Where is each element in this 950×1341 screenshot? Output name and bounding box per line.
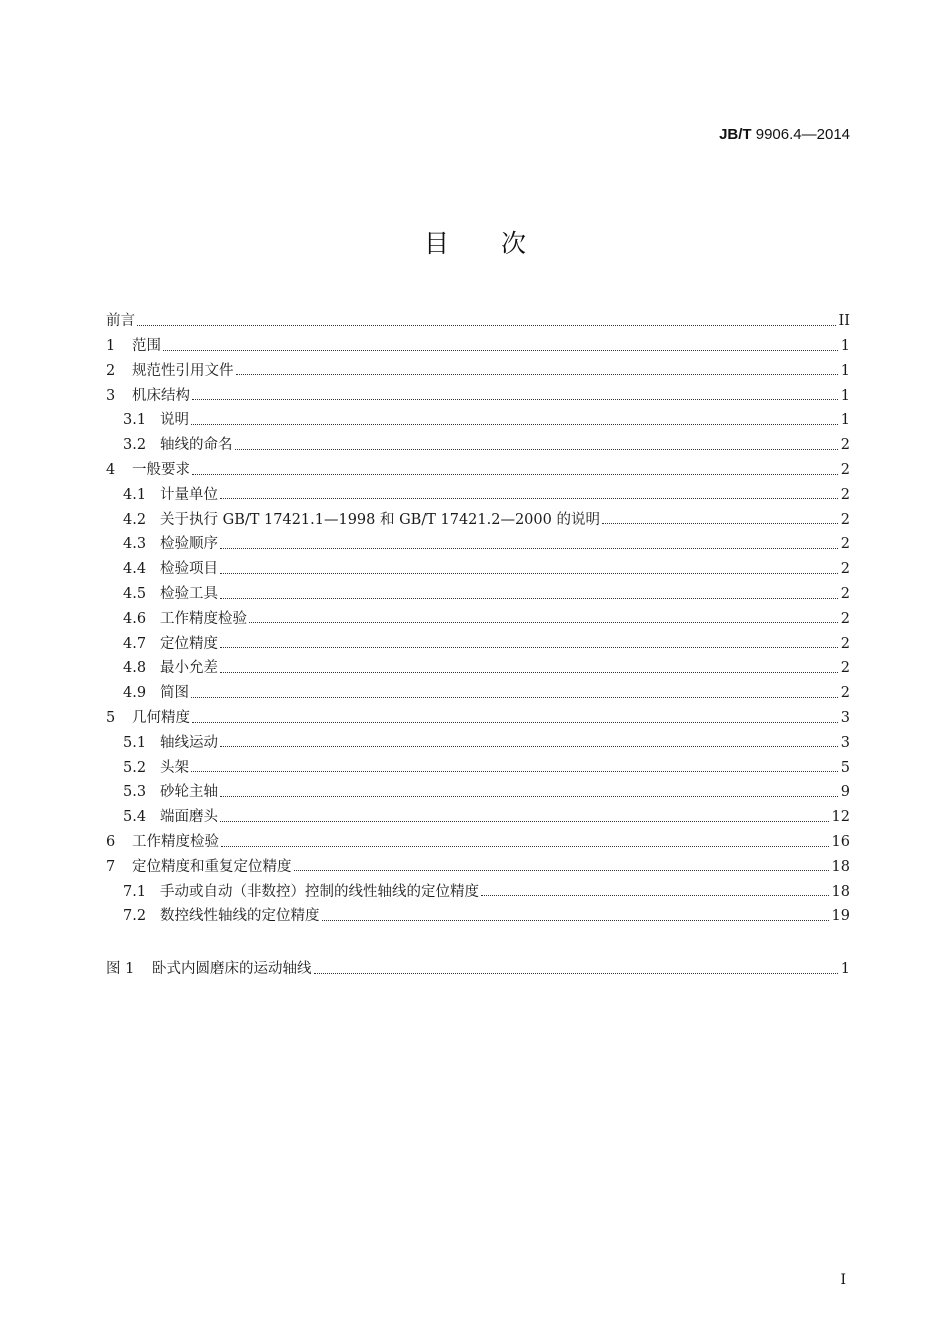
dot-leader	[220, 796, 838, 797]
entry-title: 检验顺序	[160, 536, 218, 553]
entry-title: 轴线的命名	[160, 437, 233, 454]
entry-number: 4.4	[123, 561, 147, 578]
entry-page-number: 2	[840, 660, 850, 677]
toc-entry[interactable]	[106, 304, 850, 329]
entry-number: 7.1	[123, 883, 147, 900]
standard-prefix: JB/T	[719, 126, 752, 143]
entry-number: 6	[106, 834, 116, 851]
table-of-contents	[106, 304, 850, 977]
toc-entry[interactable]	[106, 552, 850, 577]
entry-number: 4.7	[123, 635, 147, 652]
entry-number: 5.3	[123, 784, 147, 801]
entry-title: 端面磨头	[160, 809, 218, 826]
toc-entry[interactable]	[106, 478, 850, 503]
toc-entry[interactable]	[106, 403, 850, 428]
entry-page-number: 1	[840, 387, 850, 404]
dot-leader	[249, 622, 838, 623]
entry-number: 3	[106, 387, 116, 404]
toc-entry[interactable]	[106, 825, 850, 850]
entry-number: 5.4	[123, 809, 147, 826]
entry-title: 检验工具	[160, 586, 218, 603]
dot-leader	[602, 523, 838, 524]
entry-number: 7.2	[123, 908, 147, 925]
dot-leader	[220, 746, 838, 747]
entry-title: 轴线运动	[160, 734, 218, 751]
entry-title: 工作精度检验	[132, 834, 219, 851]
toc-entry[interactable]	[106, 874, 850, 899]
toc-entry[interactable]	[106, 527, 850, 552]
entry-page-number: 2	[840, 610, 850, 627]
toc-entry[interactable]	[106, 899, 850, 924]
entry-title: 计量单位	[160, 486, 218, 503]
dot-leader	[192, 399, 838, 400]
dot-leader	[220, 548, 838, 549]
entry-title: 检验项目	[160, 561, 218, 578]
dot-leader	[220, 647, 838, 648]
dot-leader	[191, 771, 838, 772]
dot-leader	[220, 573, 838, 574]
dot-leader	[220, 598, 838, 599]
entry-title: 数控线性轴线的定位精度	[160, 908, 320, 925]
entry-number: 4.9	[123, 685, 147, 702]
entry-title: 说明	[160, 412, 189, 429]
entry-title: 砂轮主轴	[160, 784, 218, 801]
entry-page-number: 3	[840, 710, 850, 727]
entry-number: 4.5	[123, 586, 147, 603]
toc-entry[interactable]	[106, 775, 850, 800]
entry-page-number: 2	[840, 536, 850, 553]
dot-leader	[220, 672, 838, 673]
dot-leader	[236, 374, 838, 375]
entry-page-number: 9	[840, 784, 850, 801]
entry-page-number: 2	[840, 437, 850, 454]
page-number: I	[840, 1272, 846, 1288]
toc-entry[interactable]	[106, 800, 850, 825]
entry-number: 3.1	[123, 412, 147, 429]
toc-entry[interactable]	[106, 329, 850, 354]
entry-number: 5.1	[123, 734, 147, 751]
figure-entry[interactable]	[106, 952, 850, 977]
entry-number: 4.8	[123, 660, 147, 677]
entry-title: 前言	[106, 313, 135, 330]
entry-title: 一般要求	[132, 462, 190, 479]
entry-page-number: 2	[840, 586, 850, 603]
entry-page-number: 2	[840, 561, 850, 578]
entry-page-number: 2	[840, 462, 850, 479]
entry-page-number: 1	[840, 961, 850, 978]
dot-leader	[481, 895, 829, 896]
entry-page-number: 2	[840, 685, 850, 702]
entry-page-number: 2	[840, 635, 850, 652]
page-title: 目次	[423, 229, 578, 258]
toc-entry[interactable]	[106, 354, 850, 379]
entry-number: 4	[106, 462, 116, 479]
toc-entry[interactable]	[106, 602, 850, 627]
entry-page-number: 16	[831, 834, 850, 851]
entry-number: 4.6	[123, 610, 147, 627]
entry-number: 4.1	[123, 486, 147, 503]
entry-title: 卧式内圆磨床的运动轴线	[152, 961, 312, 978]
toc-entry[interactable]	[106, 577, 850, 602]
dot-leader	[191, 697, 838, 698]
entry-page-number: 3	[840, 734, 850, 751]
toc-entry[interactable]	[106, 453, 850, 478]
entry-title: 范围	[132, 338, 161, 355]
entry-title: 最小允差	[160, 660, 218, 677]
dot-leader	[163, 350, 838, 351]
toc-entry[interactable]	[106, 750, 850, 775]
entry-title: 规范性引用文件	[132, 362, 234, 379]
entry-title: 机床结构	[132, 387, 190, 404]
dot-leader	[137, 325, 836, 326]
entry-number: 7	[106, 858, 116, 875]
entry-page-number: 1	[840, 412, 850, 429]
entry-number: 3.2	[123, 437, 147, 454]
entry-page-number: 18	[831, 883, 850, 900]
toc-entry[interactable]	[106, 502, 850, 527]
entry-page-number: 19	[831, 908, 850, 925]
dot-leader	[191, 424, 838, 425]
toc-entry[interactable]	[106, 850, 850, 875]
entry-number: 5.2	[123, 759, 147, 776]
entry-title: 定位精度	[160, 635, 218, 652]
entry-number: 2	[106, 362, 116, 379]
toc-entry[interactable]	[106, 726, 850, 751]
entry-page-number: 1	[840, 362, 850, 379]
toc-entry[interactable]	[106, 651, 850, 676]
toc-entry[interactable]	[106, 676, 850, 701]
entry-page-number: 2	[840, 486, 850, 503]
entry-page-number: 5	[840, 759, 850, 776]
dot-leader	[314, 973, 838, 974]
toc-entry[interactable]	[106, 378, 850, 403]
entry-page-number: 2	[840, 511, 850, 528]
toc-entry[interactable]	[106, 428, 850, 453]
toc-entry[interactable]	[106, 701, 850, 726]
entry-title: 定位精度和重复定位精度	[132, 858, 292, 875]
dot-leader	[294, 870, 829, 871]
dot-leader	[221, 846, 829, 847]
entry-number: 4.2	[123, 511, 147, 528]
entry-title: 关于执行 GB/T 17421.1—1998 和 GB/T 17421.2—2000 的说明	[160, 511, 600, 528]
entry-title: 几何精度	[132, 710, 190, 727]
entry-number: 4.3	[123, 536, 147, 553]
dot-leader	[192, 722, 838, 723]
dot-leader	[220, 498, 838, 499]
toc-entry[interactable]	[106, 626, 850, 651]
dot-leader	[192, 474, 838, 475]
standard-number: 9906.4—2014	[755, 126, 850, 143]
entry-title: 手动或自动（非数控）控制的线性轴线的定位精度	[160, 883, 479, 900]
dot-leader	[322, 920, 829, 921]
entry-title: 工作精度检验	[160, 610, 247, 627]
entry-number: 5	[106, 710, 116, 727]
entry-title: 头架	[160, 759, 189, 776]
standard-code	[719, 126, 850, 143]
entry-title: 简图	[160, 685, 189, 702]
dot-leader	[220, 821, 829, 822]
entry-page-number: 12	[831, 809, 850, 826]
entry-number: 1	[106, 338, 116, 355]
entry-number: 图 1	[106, 961, 135, 978]
dot-leader	[235, 449, 838, 450]
entry-page-number: II	[838, 313, 850, 330]
entry-page-number: 1	[840, 338, 850, 355]
entry-page-number: 18	[831, 858, 850, 875]
